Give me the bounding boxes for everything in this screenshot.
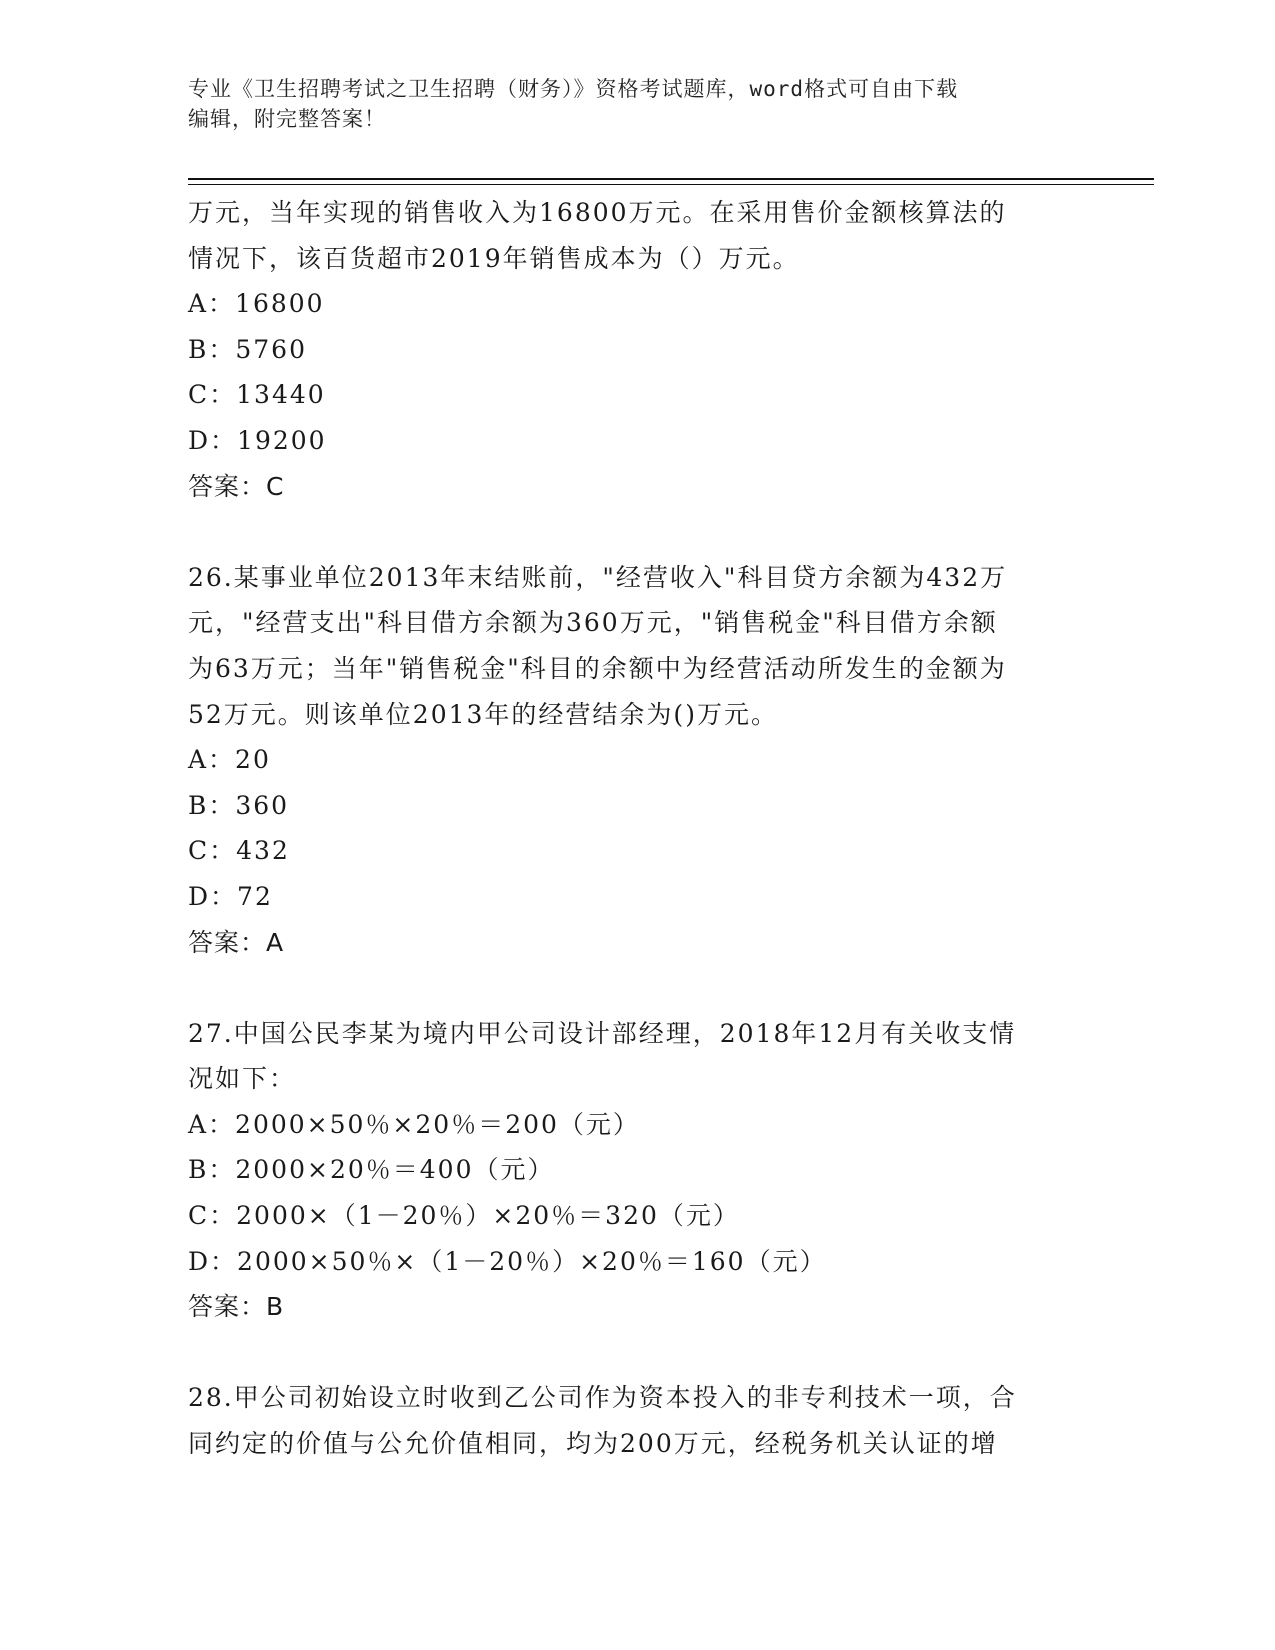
question-25 [188,190,1088,509]
page-header [188,74,1068,134]
option-a: A：20 [188,745,271,775]
spacer [188,509,1088,555]
header-divider-thick [188,178,1154,180]
answer-label: 答案：A [188,927,285,957]
spacer [188,965,1088,1011]
option-b: B：2000×20％＝400（元） [188,1155,555,1185]
option-a: A：2000×50％×20％＝200（元） [188,1109,640,1139]
question-text: 27.中国公民李某为境内甲公司设计部经理，2018年12月有关收支情 [188,1018,1017,1048]
option-c: C：13440 [188,380,326,410]
question-text: 52万元。则该单位2013年的经营结余为()万元。 [188,699,778,729]
option-c: C：432 [188,836,290,866]
option-b: B：5760 [188,334,307,364]
question-text: 为63万元；当年"销售税金"科目的余额中为经营活动所发生的金额为 [188,653,1007,683]
question-text: 万元，当年实现的销售收入为16800万元。在采用售价金额核算法的 [188,198,1007,227]
document-body [188,190,1088,1467]
option-a: A：16800 [188,289,325,319]
header-line-1: 专业《卫生招聘考试之卫生招聘（财务）》资格考试题库，word格式可自由下载 [188,77,959,101]
question-28 [188,1375,1088,1466]
question-text: 情况下，该百货超市2019年销售成本为（）万元。 [188,243,800,273]
question-27 [188,1011,1088,1330]
question-text: 况如下： [188,1064,297,1094]
option-d: D：19200 [188,425,327,455]
question-text: 同约定的价值与公允价值相同，均为200万元，经税务机关认证的增 [188,1429,998,1459]
question-26 [188,555,1088,965]
option-d: D：72 [188,881,273,911]
question-text: 28.甲公司初始设立时收到乙公司作为资本投入的非专利技术一项，合 [188,1383,1017,1413]
header-divider-thin [188,184,1154,185]
question-text: 元，"经营支出"科目借方余额为360万元，"销售税金"科目借方余额 [188,608,998,638]
option-d: D：2000×50％×（1－20％）×20％＝160（元） [188,1246,827,1276]
spacer [188,1330,1088,1376]
option-b: B：360 [188,790,290,820]
answer-label: 答案：C [188,471,285,501]
header-line-2: 编辑，附完整答案！ [188,107,386,131]
question-text: 26.某事业单位2013年末结账前，"经营收入"科目贷方余额为432万 [188,562,1008,592]
option-c: C：2000×（1－20％）×20％＝320（元） [188,1201,740,1231]
answer-label: 答案：B [188,1292,285,1322]
